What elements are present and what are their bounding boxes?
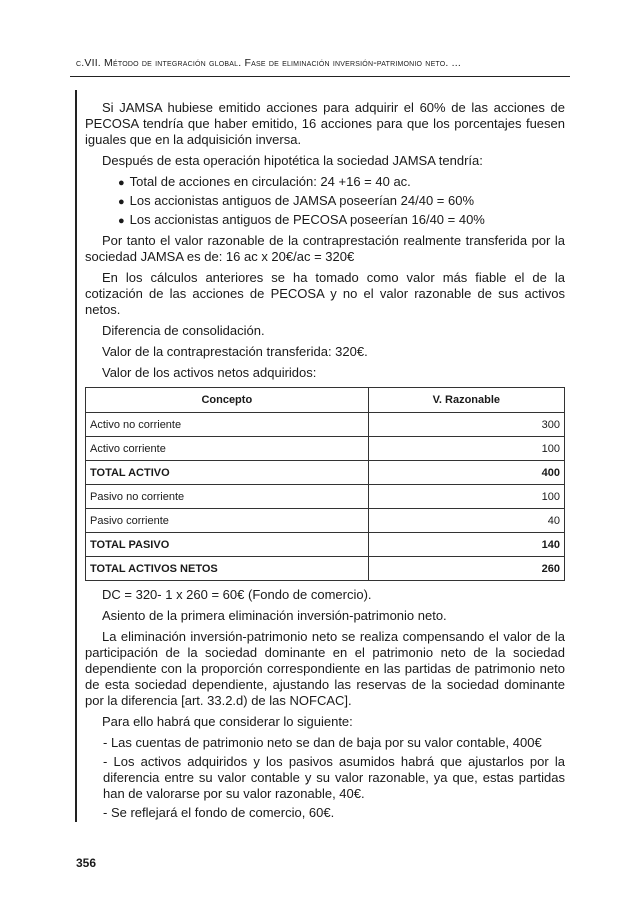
paragraph: Para ello habrá que considerar lo siguiente: [102,714,353,729]
concept-cell: TOTAL PASIVO [86,533,369,557]
paragraph: Valor de los activos netos adquiridos: [102,365,317,380]
value-cell: 140 [368,533,564,557]
paragraph: Asiento de la primera eliminación inversión-patrimonio neto. [102,608,447,623]
paragraph: Si JAMSA hubiese emitido acciones para adquirir el 60% de las acciones de PECOSA tendría que haber emitido, 16 acciones para que los porcentajes fuesen iguales que en la adquisición inversa. [85,100,565,147]
table-header-row [86,388,565,413]
dash-list [85,735,565,821]
table-row [86,461,565,485]
paragraph: La eliminación inversión-patrimonio neto se realiza compensando el valor de la participación de la sociedad dominante en el patrimonio neto de la sociedad dependiente con la proporción correspondiente en las partidas de patrimonio neto de esta sociedad dependiente, ajustando las reservas de la sociedad dominante por la diferencia [art. 33.2.d) de las NOFCAC]. [85,629,565,708]
concept-cell: Activo corriente [86,437,369,461]
paragraph: Después de esta operación hipotética la sociedad JAMSA tendría: [102,153,483,168]
concept-cell: Pasivo corriente [86,509,369,533]
table-row [86,509,565,533]
table-row [86,413,565,437]
paragraph: Valor de la contraprestación transferida: 320€. [102,344,368,359]
header-rule [70,76,570,77]
paragraph: Diferencia de consolidación. [102,323,265,338]
body-text [85,100,565,824]
concept-cell: TOTAL ACTIVOS NETOS [86,557,369,581]
bullet-icon: ● [118,196,125,208]
bullet-icon: ● [118,215,125,227]
table-row [86,485,565,509]
margin-rule [75,90,77,822]
dash-item: - Las cuentas de patrimonio neto se dan de baja por su valor contable, 400€ [103,735,542,750]
paragraph: Por tanto el valor razonable de la contraprestación realmente transferida por la sociedad JAMSA es de: 16 ac x 20€/ac = 320€ [85,233,565,264]
value-cell: 40 [368,509,564,533]
column-header-value: V. Razonable [368,388,564,413]
bullet-item: ● Total de acciones en circulación: 24 +16 = 40 ac. [118,174,411,189]
value-cell: 400 [368,461,564,485]
value-cell: 300 [368,413,564,437]
paragraph: En los cálculos anteriores se ha tomado como valor más fiable el de la cotización de las acciones de PECOSA y no el valor razonable de sus activos netos. [85,270,565,317]
bullet-icon: ● [118,177,125,189]
table-row [86,557,565,581]
dash-item: - Los activos adquiridos y los pasivos asumidos habrá que ajustarlos por la diferencia entre su valor contable y su valor razonable, ya que, estas partidas han de valorarse por su valor razonable, 40€. [103,754,565,801]
bullet-item: ● Los accionistas antiguos de PECOSA poseerían 16/40 = 40% [118,212,485,227]
page-number: 356 [76,856,97,870]
valuation-table [85,387,565,581]
bullet-item: ● Los accionistas antiguos de JAMSA poseerían 24/40 = 60% [118,193,475,208]
bullet-list [85,174,565,229]
dash-item: - Se reflejará el fondo de comercio, 60€. [103,805,335,820]
concept-cell: TOTAL ACTIVO [86,461,369,485]
value-cell: 100 [368,437,564,461]
concept-cell: Activo no corriente [86,413,369,437]
table-row [86,533,565,557]
concept-cell: Pasivo no corriente [86,485,369,509]
paragraph: DC = 320- 1 x 260 = 60€ (Fondo de comercio). [102,587,372,602]
value-cell: 260 [368,557,564,581]
running-header: c.VII. Método de integración global. Fase de eliminación inversión-patrimonio neto. ... [76,57,462,69]
value-cell: 100 [368,485,564,509]
table-row [86,437,565,461]
column-header-concept: Concepto [86,388,369,413]
